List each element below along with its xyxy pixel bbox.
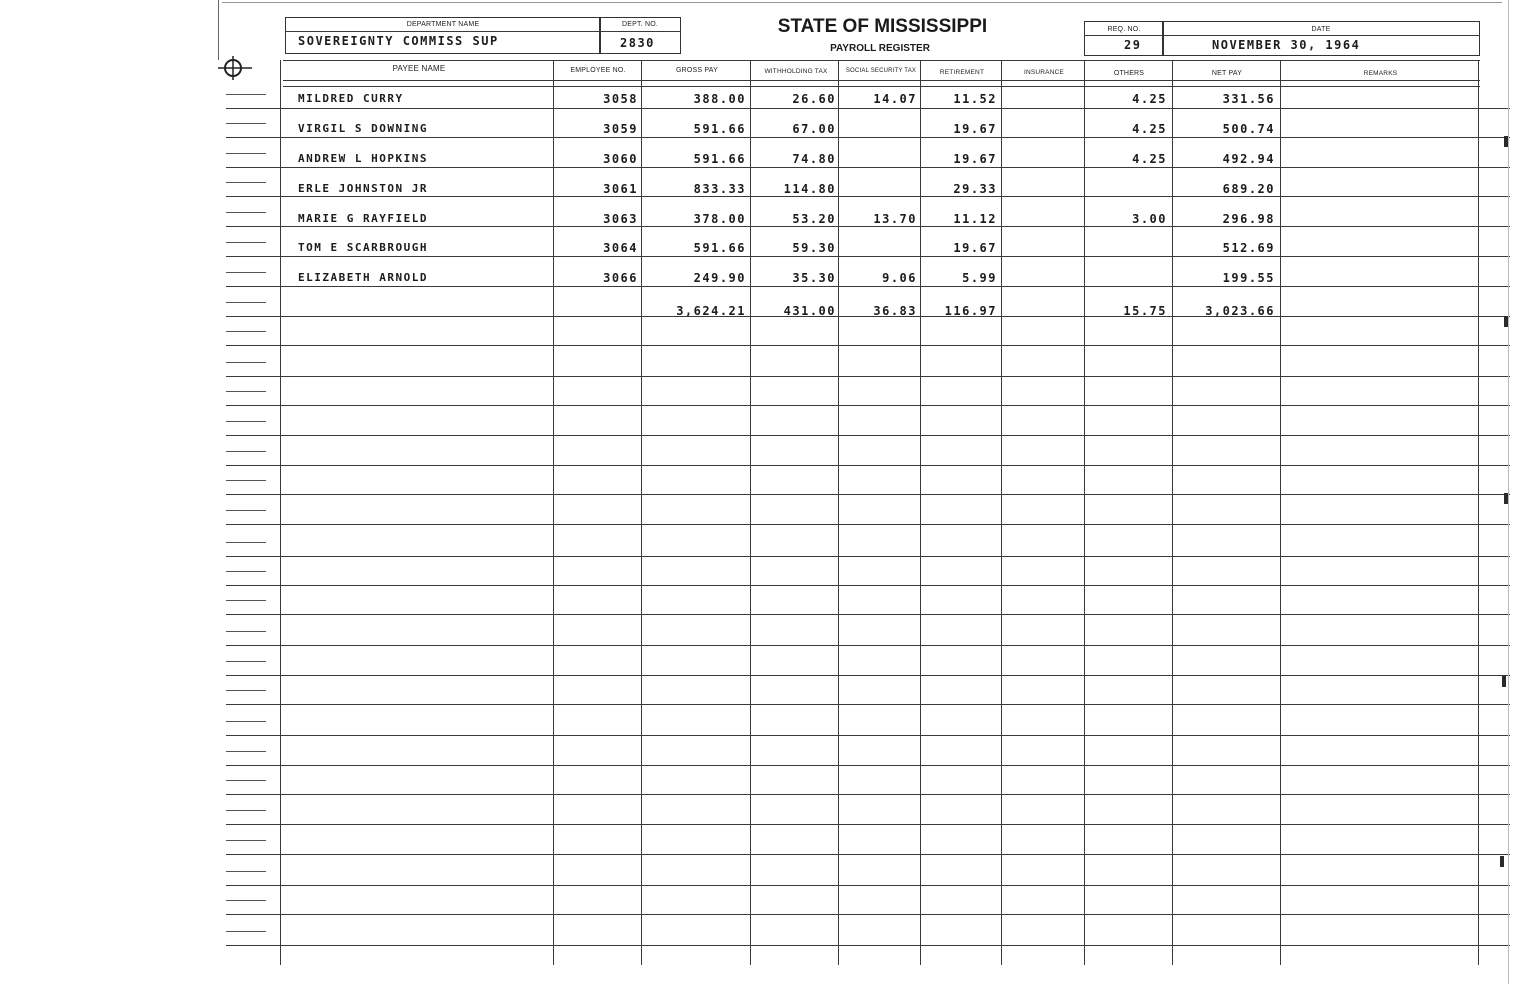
column-rule: [226, 123, 266, 124]
cell-gross: 249.90: [693, 271, 746, 285]
column-rule: [226, 362, 266, 363]
date-value: NOVEMBER 30, 1964: [1212, 38, 1361, 52]
row-rule: [226, 585, 1510, 586]
column-rule: [226, 94, 266, 95]
cell-emp: 3061: [603, 182, 638, 196]
column-rule: [1280, 60, 1281, 965]
column-rule: [226, 480, 266, 481]
col-header-net-pay: NET PAY: [1211, 70, 1243, 77]
row-rule: [226, 645, 1510, 646]
cell-gross: 833.33: [693, 182, 746, 196]
column-rule: [1001, 60, 1002, 965]
cell-ret: 5.99: [962, 271, 997, 285]
cell-oth: 3.00: [1132, 212, 1167, 226]
column-rule: [226, 391, 266, 392]
row-rule: [226, 465, 1510, 466]
column-rule: [553, 60, 554, 965]
column-rule: [641, 60, 642, 965]
cell-gross: 3,624.21: [676, 304, 746, 318]
cell-name: VIRGIL S DOWNING: [298, 122, 428, 135]
cell-net: 199.55: [1222, 271, 1275, 285]
cell-ret: 11.52: [953, 92, 997, 106]
row-rule: [226, 376, 1510, 377]
column-rule: [226, 302, 266, 303]
column-rule: [226, 272, 266, 273]
cell-oth: 4.25: [1132, 92, 1167, 106]
form-title: STATE OF MISSISSIPPI: [777, 16, 988, 37]
column-rule: [1172, 60, 1173, 965]
row-rule: [283, 86, 1480, 87]
row-rule: [226, 765, 1510, 766]
column-rule: [226, 212, 266, 213]
cell-wh: 35.30: [792, 271, 836, 285]
col-header-social-security-tax: SOCIAL SECURITY TAX: [845, 68, 917, 74]
cell-wh: 53.20: [792, 212, 836, 226]
cell-name: MILDRED CURRY: [298, 92, 404, 105]
cell-name: TOM E SCARBROUGH: [298, 241, 428, 254]
row-rule: [226, 735, 1510, 736]
cell-wh: 26.60: [792, 92, 836, 106]
row-rule: [226, 704, 1510, 705]
col-header-gross-pay: GROSS PAY: [676, 67, 718, 74]
cell-wh: 59.30: [792, 241, 836, 255]
row-rule: [226, 556, 1510, 557]
row-rule: [226, 824, 1510, 825]
row-rule: [283, 80, 1480, 81]
dept-no-value: 2830: [620, 36, 655, 50]
cell-ret: 19.67: [953, 241, 997, 255]
cell-oth: 4.25: [1132, 122, 1167, 136]
cell-emp: 3059: [603, 122, 638, 136]
row-rule: [226, 108, 1510, 109]
row-rule: [226, 885, 1510, 886]
cell-net: 689.20: [1222, 182, 1275, 196]
column-rule: [226, 900, 266, 901]
form-subtitle: PAYROLL REGISTER: [830, 43, 930, 54]
department-name-value: SOVEREIGNTY COMMISS SUP: [298, 34, 499, 48]
column-rule: [226, 421, 266, 422]
cell-gross: 591.66: [693, 241, 746, 255]
cell-net: 296.98: [1222, 212, 1275, 226]
cell-gross: 388.00: [693, 92, 746, 106]
cell-net: 331.56: [1222, 92, 1275, 106]
cell-name: ELIZABETH ARNOLD: [298, 271, 428, 284]
column-rule: [280, 60, 281, 965]
column-rule: [1084, 60, 1085, 965]
cell-net: 512.69: [1222, 241, 1275, 255]
cell-wh: 67.00: [792, 122, 836, 136]
row-rule: [226, 167, 1510, 168]
cell-name: ERLE JOHNSTON JR: [298, 182, 428, 195]
row-rule: [226, 614, 1510, 615]
cell-emp: 3063: [603, 212, 638, 226]
row-rule: [226, 196, 1510, 197]
row-rule: [226, 914, 1510, 915]
cell-net: 492.94: [1222, 152, 1275, 166]
row-rule: [226, 137, 1510, 138]
row-rule: [226, 854, 1510, 855]
cell-ret: 116.97: [944, 304, 997, 318]
cell-name: ANDREW L HOPKINS: [298, 152, 428, 165]
req-no-label: REQ. NO.: [1107, 26, 1141, 33]
cell-emp: 3066: [603, 271, 638, 285]
col-header-insurance: INSURANCE: [1023, 69, 1065, 76]
column-rule: [226, 542, 266, 543]
column-rule: [838, 60, 839, 965]
column-rule: [226, 331, 266, 332]
cell-ret: 29.33: [953, 182, 997, 196]
row-rule: [283, 60, 1480, 61]
cell-gross: 591.66: [693, 152, 746, 166]
dept-no-label: DEPT. NO.: [621, 21, 659, 28]
col-header-payee-name: PAYEE NAME: [392, 64, 446, 73]
column-rule: [226, 631, 266, 632]
column-rule: [226, 780, 266, 781]
column-rule: [226, 690, 266, 691]
column-rule: [226, 182, 266, 183]
col-header-employee-no: EMPLOYEE NO.: [570, 67, 626, 74]
row-rule: [226, 675, 1510, 676]
row-rule: [226, 435, 1510, 436]
column-rule: [226, 510, 266, 511]
column-rule: [226, 751, 266, 752]
row-rule: [226, 256, 1510, 257]
column-rule: [226, 721, 266, 722]
column-rule: [750, 60, 751, 965]
cell-net: 500.74: [1222, 122, 1275, 136]
binder-mark: [1504, 316, 1508, 327]
cell-ss: 36.83: [873, 304, 917, 318]
column-rule: [1478, 60, 1479, 965]
row-rule: [226, 286, 1510, 287]
cell-gross: 591.66: [693, 122, 746, 136]
cell-emp: 3058: [603, 92, 638, 106]
registration-crosshair-icon: [218, 54, 254, 82]
date-label: DATE: [1311, 26, 1331, 33]
column-rule: [226, 242, 266, 243]
row-rule: [226, 226, 1510, 227]
column-rule: [226, 153, 266, 154]
col-header-others: OTHERS: [1113, 70, 1145, 77]
cell-emp: 3060: [603, 152, 638, 166]
column-rule: [226, 451, 266, 452]
cell-ret: 19.67: [953, 152, 997, 166]
row-rule: [226, 405, 1510, 406]
binder-mark: [1500, 856, 1504, 867]
binder-mark: [1502, 676, 1506, 687]
cell-ret: 11.12: [953, 212, 997, 226]
row-rule: [226, 945, 1510, 946]
cell-name: MARIE G RAYFIELD: [298, 212, 428, 225]
column-rule: [226, 840, 266, 841]
row-rule: [226, 794, 1510, 795]
cell-wh: 431.00: [783, 304, 836, 318]
department-name-label: DEPARTMENT NAME: [406, 21, 480, 28]
cell-ss: 9.06: [882, 271, 917, 285]
binder-mark: [1504, 493, 1508, 504]
column-rule: [226, 571, 266, 572]
column-rule: [920, 60, 921, 965]
cell-net: 3,023.66: [1205, 304, 1275, 318]
cell-gross: 378.00: [693, 212, 746, 226]
row-rule: [226, 345, 1510, 346]
cell-oth: 15.75: [1123, 304, 1167, 318]
req-no-value: 29: [1124, 38, 1142, 52]
column-rule: [226, 931, 266, 932]
col-header-retirement: RETIREMENT: [939, 69, 985, 76]
cell-wh: 114.80: [783, 182, 836, 196]
col-header-withholding-tax: WITHHOLDING TAX: [764, 68, 828, 75]
row-rule: [226, 494, 1510, 495]
column-rule: [226, 871, 266, 872]
cell-emp: 3064: [603, 241, 638, 255]
cell-oth: 4.25: [1132, 152, 1167, 166]
column-rule: [226, 661, 266, 662]
cell-wh: 74.80: [792, 152, 836, 166]
cell-ss: 14.07: [873, 92, 917, 106]
column-rule: [226, 600, 266, 601]
column-rule: [226, 810, 266, 811]
col-header-remarks: REMARKS: [1363, 70, 1398, 77]
cell-ret: 19.67: [953, 122, 997, 136]
cell-ss: 13.70: [873, 212, 917, 226]
binder-mark: [1504, 136, 1508, 147]
row-rule: [226, 524, 1510, 525]
